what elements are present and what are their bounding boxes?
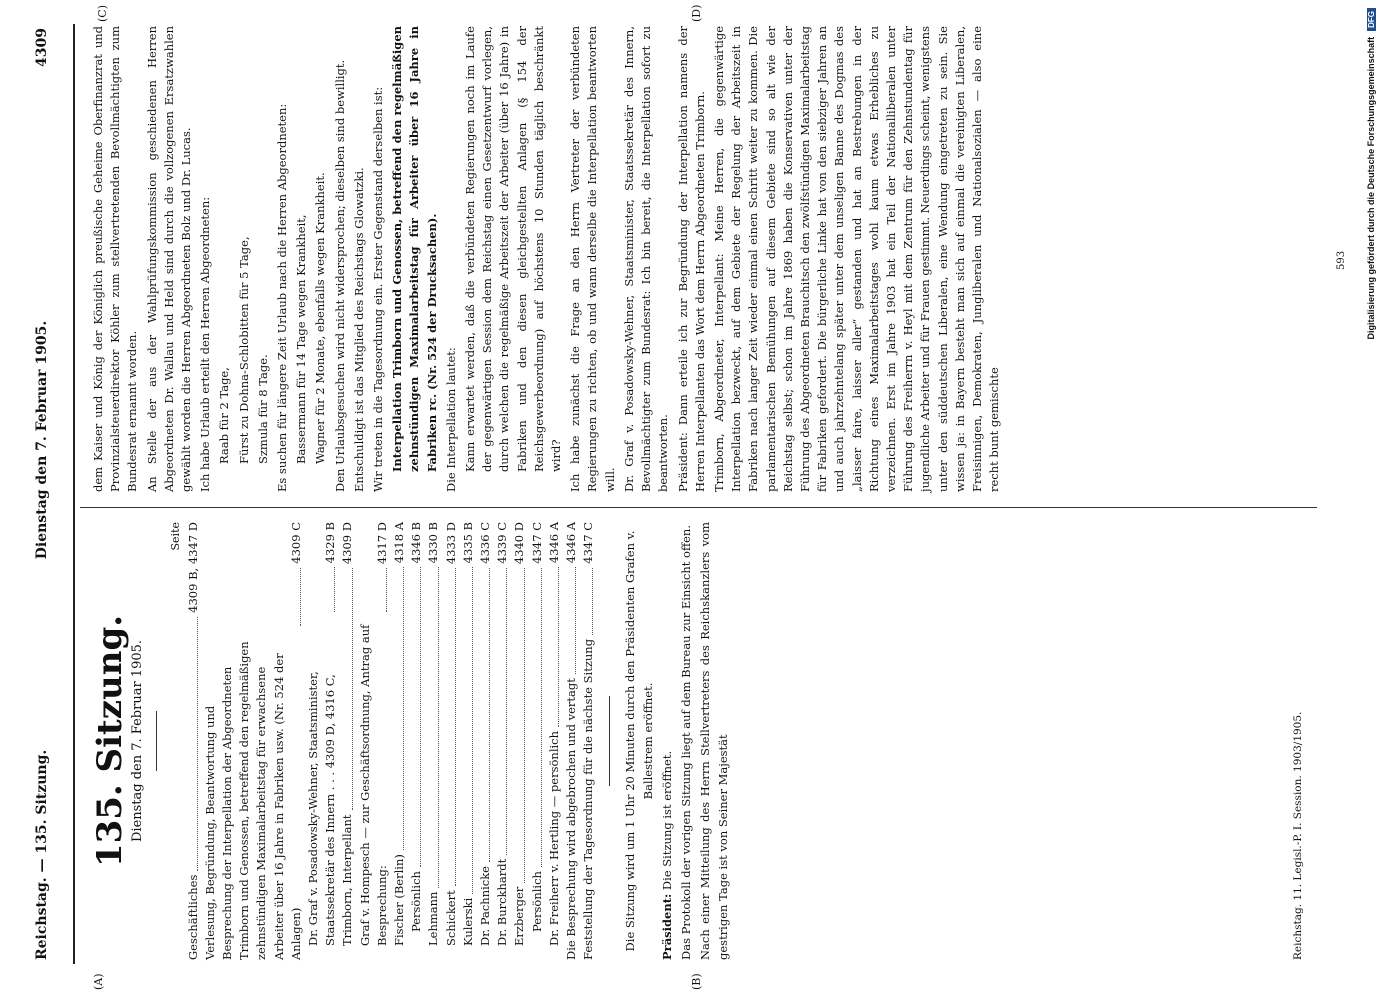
body-paragraph: Ich habe zunächst die Frage an den Herrn Vertreter der verbündeten Regierungen zu richten, ob und wann derselbe die Interpellation beantworten will. (568, 26, 617, 492)
toc-leader (575, 567, 576, 674)
toc-row (494, 522, 511, 960)
left-footer: Reichstag. 11. Legisl.-P. I. Session. 1903/1905. (1292, 711, 1304, 960)
margin-mark-a: (A) (92, 973, 105, 990)
toc-entry-text: Erzberger (512, 886, 527, 946)
toc-leader (592, 568, 593, 635)
dfg-logo: DFG (1367, 8, 1376, 31)
toc-leader (455, 568, 456, 886)
body-paragraph: Fürst zu Dohna-Schlobitten für 5 Tage, (236, 236, 251, 464)
speaker-label: Präsident: (659, 893, 674, 960)
toc-page-ref: 4329 B (323, 522, 338, 564)
side-credit-text: Digitalisierung gefördert durch die Deutsche Forschungsgemeinschaft (1366, 36, 1376, 340)
toc-entry-text: Dr. Graf v. Posadowsky-Wehner, Staatsminister, Staatssekretär des Innern . . . 4309 D, 4316 C, (306, 671, 338, 946)
opening-paragraph: Die Sitzung wird um 1 Uhr 20 Minuten durch den Präsidenten Grafen v. Ballestrem eröffnet. (623, 530, 655, 952)
toc-entry-text: Schickert (443, 890, 458, 946)
president-opening (659, 522, 676, 960)
body-paragraph: Präsident: Dann erteile ich zur Begründung der Interpellation namens der Herren Interpellanten das Wort dem Herrn Abgeordneten Trimborn. (675, 26, 707, 492)
toc-row (511, 522, 528, 960)
toc-leader (403, 567, 404, 850)
toc-page-ref: 4330 B (426, 522, 441, 564)
toc-row (339, 522, 356, 960)
toc-row (580, 522, 597, 960)
toc-leader (438, 567, 439, 887)
toc-page-ref: 4346 A (546, 522, 561, 564)
toc-row (563, 522, 580, 960)
toc-entry-text: Trimborn, Interpellant (340, 814, 355, 946)
page-number: 4309 (34, 28, 50, 67)
body-paragraph: Entschuldigt ist das Mitglied des Reichstags Glowatzki. (351, 167, 366, 492)
toc-page-ref: 4335 B (460, 522, 475, 564)
margin-mark-d: (D) (690, 4, 703, 22)
column-divider (80, 507, 1317, 508)
session-date: Dienstag den 7. Februar 1905. (130, 639, 146, 843)
toc-page-ref: 4309 C (288, 522, 303, 564)
toc-leader (420, 567, 421, 867)
notice-paragraph: Nach einer Mitteilung des Herrn Stellvertreters des Reichskanzlers vom gestrigen Tage ist von Seiner Majestät (698, 522, 730, 960)
toc-leader (386, 568, 387, 612)
toc-entry-text: Kulerski (460, 897, 475, 946)
toc-row (305, 522, 339, 960)
page-footer: 593 (1336, 250, 1347, 270)
toc-entry-text: Verlesung, Begründung, Beantwortung und Besprechung der Interpellation der Abgeordneten Trimborn und Genossen, betreffend den regelmäßigen zehnstündigen Maximalarbeitstag für erwachsene Arbeiter über 16 Jahre in Fabriken usw. (Nr. 524 der Anlagen) (202, 641, 303, 960)
toc-page-ref: 4339 C (495, 522, 510, 564)
toc-row (357, 522, 391, 960)
body-paragraph: Dr. Graf v. Posadowsky-Wehner, Staatsminister, Staatssekretär des Innern, Bevollmächtigter zum Bundesrat: Ich bin bereit, die Interpellation sofort zu beantworten. (621, 26, 671, 492)
protocol-paragraph: Das Protokoll der vorigen Sitzung liegt auf dem Bureau zur Einsicht offen. (679, 525, 694, 960)
title-rule (156, 711, 157, 771)
toc-entry-text: Dr. Freiherr v. Hertling — persönlich (546, 730, 561, 946)
toc-row (460, 522, 477, 960)
body-paragraph: Es suchen für längere Zeit Urlaub nach die Herren Abgeordneten: (275, 103, 290, 492)
body-paragraph: Wir treten in die Tagesordnung ein. Erster Gegenstand derselben ist: (371, 86, 386, 492)
toc-entry-text: Graf v. Hompesch — zur Geschäftsordnung, Antrag auf Besprechung: (357, 624, 389, 946)
toc-leader (334, 567, 335, 612)
body-paragraph: Wagner für 2 Monate, ebenfalls wegen Krankheit. (313, 172, 328, 464)
toc-entry-text: Feststellung der Tagesordnung für die nächste Sitzung (581, 638, 596, 960)
body-paragraph: Kann erwartet werden, daß die verbündeten Regierungen noch im Laufe der gegenwärtigen Session dem Reichstag einen Gesetzentwurf vorlegen, durch welchen die regelmäßige Arbeitszeit der Arbeiter (über 16 Jahre) in Fabriken und den diesen gleichgestellten Anlagen (§ 154 der Reichsgewerbeordnung) auf höchstens 10 Stunden täglich beschränkt wird? (463, 26, 564, 472)
toc-leader (558, 567, 559, 727)
toc-leader (489, 568, 490, 862)
toc-page-ref: 4318 A (392, 522, 407, 564)
margin-mark-b: (B) (690, 973, 703, 990)
toc-row (185, 522, 202, 960)
toc-page-ref: 4309 D (340, 522, 355, 565)
toc-page-ref: 4347 C (529, 522, 544, 564)
toc-leader (541, 568, 542, 867)
toc-entry-text: Fischer (Berlin) (392, 854, 407, 946)
body-paragraph: Szmula für 8 Tage. (255, 354, 270, 464)
left-column (90, 522, 734, 960)
toc-leader (524, 568, 525, 883)
table-of-contents (185, 522, 598, 960)
session-title: 135. Sitzung. (90, 614, 130, 868)
toc-leader (472, 567, 473, 893)
toc-row (546, 522, 563, 960)
toc-rule (609, 696, 610, 786)
body-paragraph: Raab für 2 Tage, (217, 367, 232, 464)
toc-row (408, 522, 425, 960)
body-paragraph: Bassermann für 14 Tage wegen Krankheit, (294, 214, 309, 464)
toc-entry-text: Persönlich (409, 871, 424, 932)
side-credit (1364, 8, 1378, 992)
body-paragraph: dem Kaiser und König der Königlich preußische Geheime Oberfinanzrat und Provinzialsteuerdirektor Köhler zum stellvertretenden Bevollmächtigten zum Bundesrat ernannt worden. (91, 26, 140, 492)
body-paragraph: Ich habe Urlaub erteilt den Herren Abgeordneten: (198, 196, 213, 492)
right-column (90, 26, 1005, 492)
toc-page-ref: 4340 D (512, 522, 527, 565)
running-head-left: Reichstag. — 135. Sitzung. (34, 749, 50, 960)
body-paragraph: An Stelle der aus der Wahlprüfungskommission geschiedenen Herren Abgeordneten Dr. Wallau und Held sind durch die vollzogenen Ersatzwahlen gewählt worden die Herren Abgeordneten Bolz und Dr. Lucas. (144, 26, 194, 492)
toc-entry-text: Geschäftliches (185, 874, 200, 960)
toc-page-ref: 4309 B, 4347 D (185, 522, 200, 613)
toc-leader (506, 568, 507, 855)
toc-row (391, 522, 408, 960)
toc-page-ref: 4317 D (374, 522, 389, 565)
toc-entry-text: Dr. Pachnicke (478, 866, 493, 946)
header-rule (73, 24, 75, 964)
toc-leader (197, 617, 198, 871)
toc-entry-text: Lehmann (426, 891, 441, 946)
toc-entry-text: Persönlich (529, 871, 544, 932)
toc-row (202, 522, 305, 960)
toc-page-ref: 4336 C (478, 522, 493, 564)
toc-page-ref: 4346 B (409, 522, 424, 564)
toc-row (529, 522, 546, 960)
toc-leader (352, 568, 353, 810)
body-paragraph: Die Interpellation lautet: (443, 347, 458, 492)
toc-page-ref: 4347 C (581, 522, 596, 564)
margin-mark-c: (C) (96, 5, 109, 22)
toc-row (425, 522, 442, 960)
speaker-text: Die Sitzung ist eröffnet. (659, 750, 674, 891)
body-paragraph: Interpellation Trimborn und Genossen, betreffend den regelmäßigen zehnstündigen Maximalarbeitstag für Arbeiter über 16 Jahre in Fabriken rc. (Nr. 524 der Drucksachen). (390, 26, 439, 472)
toc-page-ref: 4333 D (443, 522, 458, 565)
toc-row (477, 522, 494, 960)
running-head-date: Dienstag den 7. Februar 1905. (34, 320, 50, 560)
toc-page-ref: 4346 A (564, 522, 579, 564)
body-paragraph: Trimborn, Abgeordneter, Interpellant: Meine Herren, die gegenwärtige Interpellation bezweckt, auf dem Gebiete der Regelung der Arbeitszeit in Fabriken nach langer Zeit wieder einmal einen Schritt weiter zu kommen. Die parlamentarischen Bemühungen auf diesem Gebiete sind so alt wie der Reichstag selbst; schon im Jahre 1869 haben die Konservativen unter der Führung des Abgeordneten Brauchitsch den zwölfstündigen Maximalarbeitstag für Fabriken gefordert. Die bürgerliche Linke hat von den siebziger Jahren an und auch jahrzehntelang später unter dem unseligen Banne des Dogmas des „laisser faire, laisser aller“ gestanden und hat an Bestrebungen in der Richtung eines Maximalarbeitstages wohl kaum etwas Erhebliches zu verzeichnen. Erst im Jahre 1903 hat ein Teil der Nationalliberalen unter Führung des Freiherrn v. Heyl mit dem Zentrum für den Zehnstundentag für jugendliche Arbeiter und für Frauen gestimmt. Neuerdings scheint, wenigstens unter den süddeutschen Liberalen, eine Wendung eingetreten zu sein. Sie wissen ja: in Bayern besteht man sich auf einmal die vereinigten Liberalen, Freisinnigen, Demokraten, Jungliberalen und Nationalsozialen — also eine recht bunt gemischte (711, 26, 1002, 492)
toc-leader (300, 568, 301, 626)
toc-entry-text: Die Besprechung wird abgebrochen und vertagt (564, 678, 579, 960)
seite-label: Seite (169, 522, 183, 551)
toc-row (443, 522, 460, 960)
body-paragraph: Den Urlaubsgesuchen wird nicht widersprochen; dieselben sind bewilligt. (332, 59, 347, 492)
toc-entry-text: Dr. Burckhardt (495, 858, 510, 946)
